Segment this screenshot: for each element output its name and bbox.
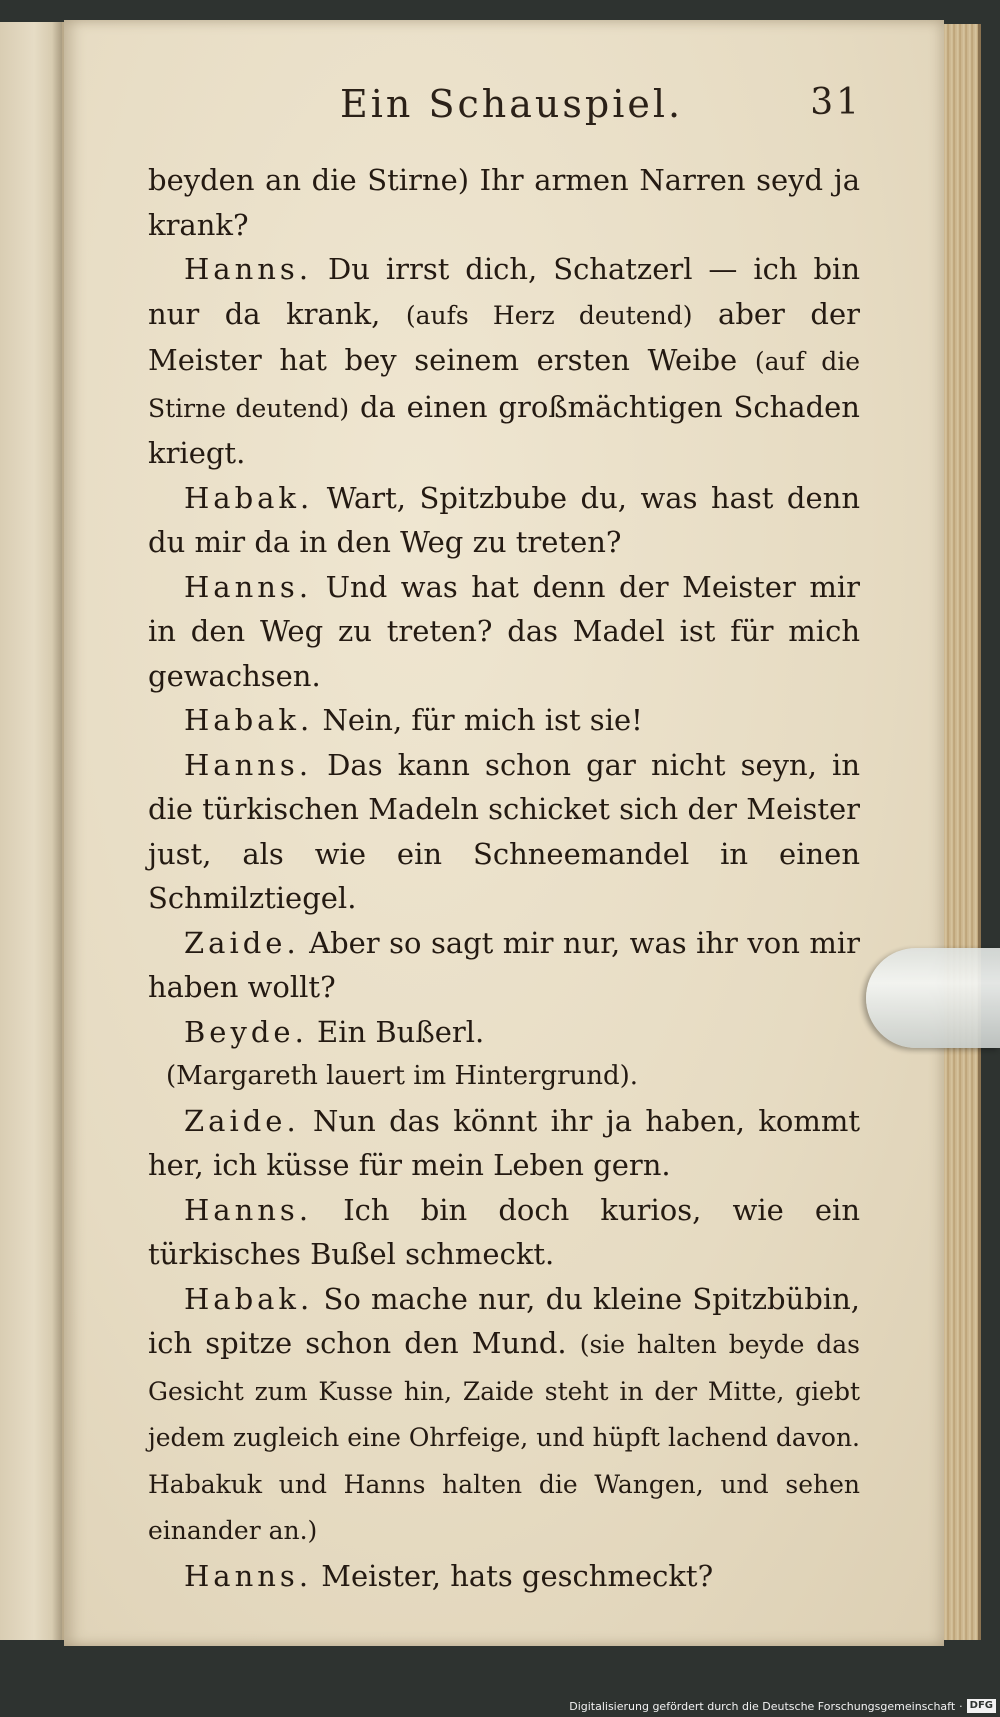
running-title: Ein Schauspiel.: [340, 82, 684, 126]
dfg-logo-icon: DFG: [967, 1699, 996, 1713]
speaker-name: Hanns.: [184, 1558, 313, 1593]
running-header: [300, 82, 870, 142]
speech-paragraph: [148, 1010, 860, 1055]
digitization-credit: Digitalisierung gefördert durch die Deutsche Forschungsgemeinschaft · DFG: [569, 1697, 996, 1715]
speech-text: Wart, Spitzbube du, was hast denn du mir da in den Weg zu treten?: [148, 480, 860, 559]
speech-paragraph: [148, 1277, 860, 1554]
facing-page-edge: [0, 22, 64, 1640]
speech-paragraph: [148, 1099, 860, 1188]
stage-direction: (aufs Herz deutend): [405, 300, 693, 330]
stage-direction-line: (Margareth lauert im Hintergrund).: [166, 1061, 639, 1091]
speech-text: da einen großmächtigen Schaden kriegt.: [148, 389, 860, 470]
speech-text: Aber so sagt mir nur, was ihr von mir haben wollt?: [148, 925, 860, 1004]
speech-text: Ich bin doch kurios, wie ein türkisches Bußel schmeckt.: [148, 1192, 861, 1271]
speaker-name: Zaide.: [184, 925, 300, 960]
speech-paragraph: [148, 1188, 860, 1277]
credit-text: Digitalisierung gefördert durch die Deutsche Forschungsgemeinschaft: [569, 1699, 956, 1713]
speech-paragraph: [148, 565, 860, 699]
speaker-name: Hanns.: [184, 252, 313, 286]
speaker-name: Hanns.: [184, 569, 313, 604]
stage-direction: (auf die Stirne deutend): [148, 347, 860, 423]
speech-paragraph: [148, 476, 860, 565]
paragraph-continuation: beyden an die Stirne) Ihr armen Narren seyd ja krank?: [148, 163, 860, 242]
page-text: [148, 158, 860, 1598]
speech-paragraph: [148, 921, 860, 1010]
page-number: 31: [810, 82, 862, 123]
speech-text: Meister, hats geschmeckt?: [321, 1558, 714, 1593]
book-gutter: [52, 22, 62, 1640]
speaker-name: Hanns.: [184, 747, 313, 782]
speaker-name: Habak.: [184, 703, 314, 737]
speaker-name: Beyde.: [184, 1014, 308, 1049]
speaker-name: Hanns.: [184, 1192, 313, 1227]
speech-text: So mache nur, du kleine Spitzbübin, ich spitze schon den Mund.: [148, 1281, 861, 1360]
speech-paragraph: [148, 247, 860, 476]
speaker-name: Habak.: [184, 480, 314, 515]
speech-paragraph: [148, 743, 860, 921]
stage-direction: (sie halten beyde das Gesicht zum Kusse hin, Zaide steht in der Mitte, giebt jedem zugleich eine Ohrfeige, und hüpft lachend davon. Habakuk und Hanns halten die Wangen, und sehen einander an.): [148, 1330, 860, 1545]
speaker-name: Habak.: [184, 1281, 314, 1316]
speech-text: Nein, für mich ist sie!: [322, 703, 643, 737]
speaker-name: Zaide.: [184, 1103, 300, 1138]
page-edges: [944, 24, 981, 1640]
speech-paragraph: [148, 698, 860, 743]
speech-text: Und was hat denn der Meister mir in den Weg zu treten? das Madel ist für mich gewachsen.: [148, 569, 861, 693]
speech-text: Ein Bußerl.: [317, 1014, 485, 1049]
speech-text: Nun das könnt ihr ja haben, kommt her, ich küsse für mein Leben gern.: [148, 1103, 861, 1182]
speech-text: Das kann schon gar nicht seyn, in die türkischen Madeln schicket sich der Meister just, als wie ein Schneemandel in einen Schmilztiegel.: [148, 747, 860, 915]
speech-paragraph: [148, 1554, 860, 1599]
speech-text: aber der Meister hat bey seinem ersten Weibe: [148, 296, 861, 377]
page-clip: [866, 948, 1000, 1048]
speech-text: Du irrst dich, Schatzerl — ich bin nur da krank,: [148, 252, 860, 331]
